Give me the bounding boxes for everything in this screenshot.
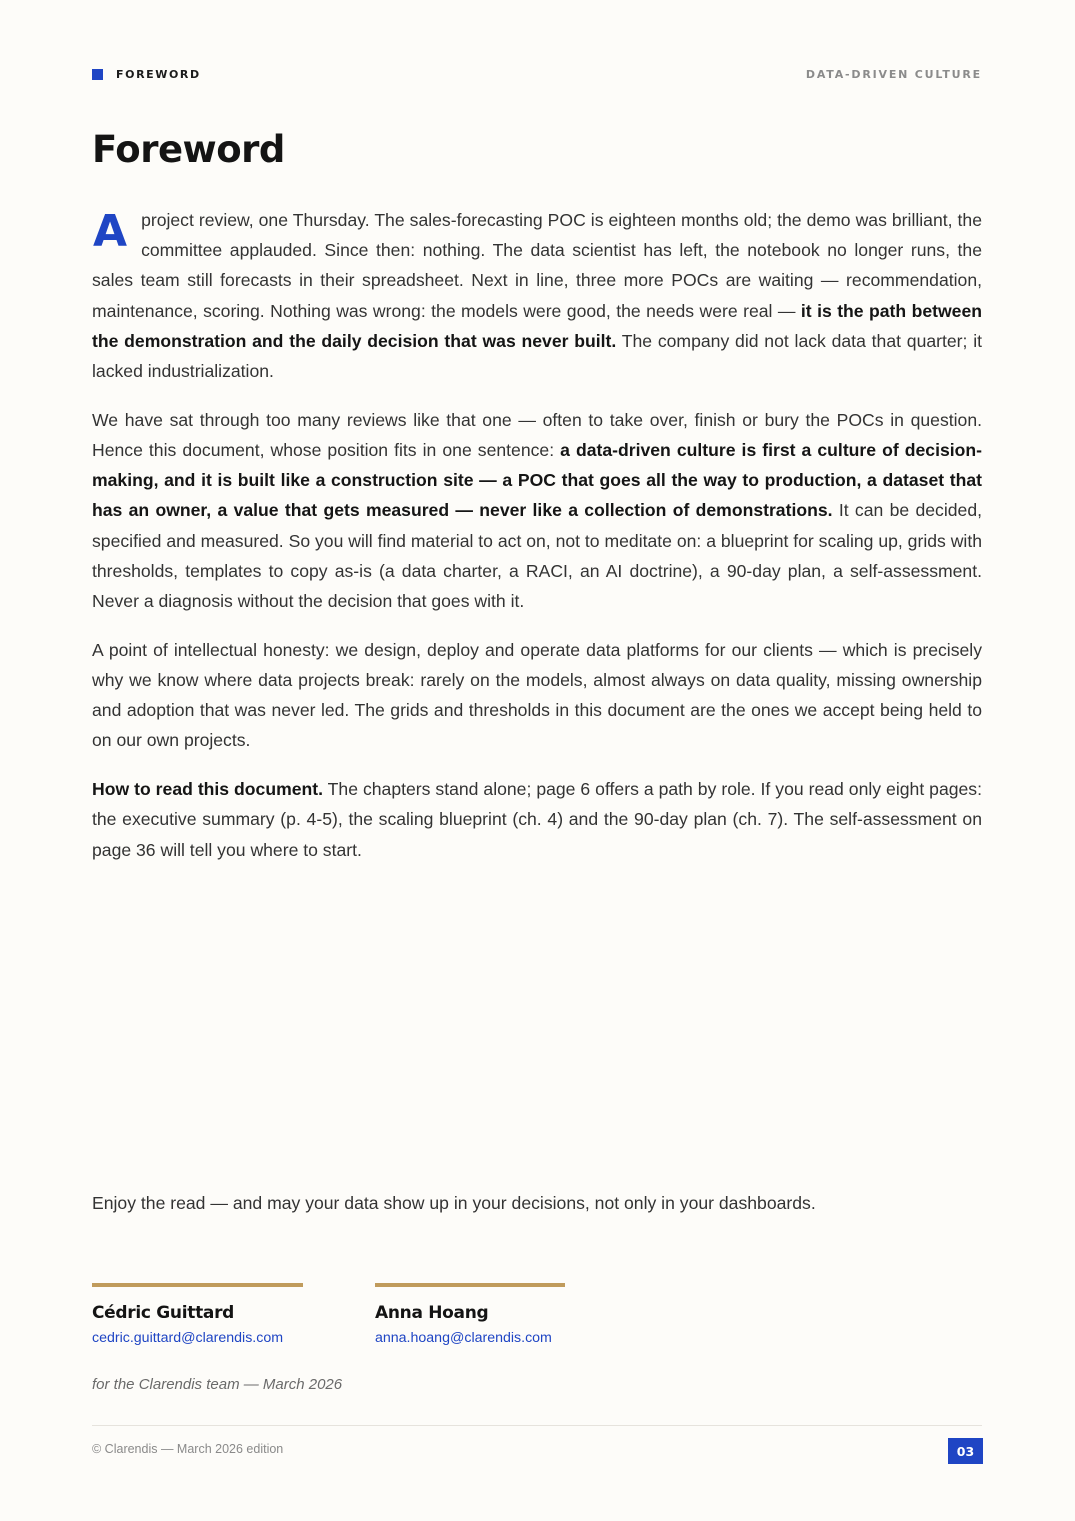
paragraph-emphasis: a data-driven culture is first a culture of decision-making, and it is built like a construction site — a POC that goes all the way to production, a dataset that has an owner, a value that gets measured — never like a collection of demonstrations. xyxy=(92,440,982,521)
paragraph-honesty xyxy=(92,635,982,756)
signature-email-link[interactable]: anna.hoang@clarendis.com xyxy=(375,1330,552,1346)
signature-name: Cédric Guittard xyxy=(92,1303,235,1323)
drop-cap: A xyxy=(93,206,128,257)
section-square-icon xyxy=(92,69,103,80)
running-title: DATA-DRIVEN CULTURE xyxy=(805,67,982,81)
paragraph-text: project review, one Thursday. The sales-forecasting POC is eighteen months old; the demo was brilliant, the committee applauded. Since then: nothing. The data scientist has left, the notebook no longer runs, the sales team still forecasts in their spreadsheet. Next in line, three more POCs are waiting — recommendation, maintenance, scoring. Nothing was wrong: the models were good, the needs were real — xyxy=(92,210,982,321)
section-marker xyxy=(92,68,201,81)
page-number-badge: 03 xyxy=(948,1438,983,1464)
paragraph-text: We have sat through too many reviews like that one — often to take over, finish or bury the POCs in question. Hence this document, whose position fits in one sentence: xyxy=(92,409,982,461)
footer-divider xyxy=(92,1425,982,1426)
paragraph-position xyxy=(92,405,982,616)
paragraph-emphasis: it is the path between the demonstration and the daily decision that was never built. xyxy=(92,300,982,351)
foreword-body xyxy=(92,205,982,883)
closing-line: Enjoy the read — and may your data show up in your decisions, not only in your dashboards. xyxy=(92,1193,816,1213)
paragraph-how-to-read xyxy=(92,774,982,865)
paragraph-text: The company did not lack data that quarter; it lacked industrialization. xyxy=(92,330,982,382)
signature-block xyxy=(375,1283,565,1346)
paragraph-text: It can be decided, specified and measured. So you will find material to act on, not to meditate on: a blueprint for scaling up, grids with thresholds, templates to copy as-is (a data charter, a RACI, an AI doctrine), a 90-day plan, a self-assessment. Never a diagnosis without the decision that goes with it. xyxy=(92,500,982,612)
section-label: FOREWORD xyxy=(116,67,201,81)
paragraph-text: A point of intellectual honesty: we design, deploy and operate data platforms for our clients — which is precisely why we know where data projects break: rarely on the models, almost always on data quality, missing ownership and adoption that was never led. The grids and thresholds in this document are the ones we accept being held to on our own projects. xyxy=(92,639,982,751)
signature-block xyxy=(92,1283,303,1346)
signature-rule xyxy=(92,1283,303,1287)
page-title: Foreword xyxy=(92,128,285,171)
signature-rule xyxy=(375,1283,565,1287)
team-signoff: for the Clarendis team — March 2026 xyxy=(92,1376,343,1393)
page-header xyxy=(92,64,982,84)
paragraph-intro xyxy=(92,205,982,386)
signature-name: Anna Hoang xyxy=(375,1303,489,1323)
paragraph-emphasis: How to read this document. xyxy=(92,779,324,800)
footer-copyright: © Clarendis — March 2026 edition xyxy=(92,1442,284,1456)
paragraph-text: The chapters stand alone; page 6 offers a path by role. If you read only eight pages: the executive summary (p. 4-5), the scaling blueprint (ch. 4) and the 90-day plan (ch. 7). The self-assessment on page 36 will tell you where to start. xyxy=(92,779,982,860)
signature-email-link[interactable]: cedric.guittard@clarendis.com xyxy=(92,1330,284,1346)
